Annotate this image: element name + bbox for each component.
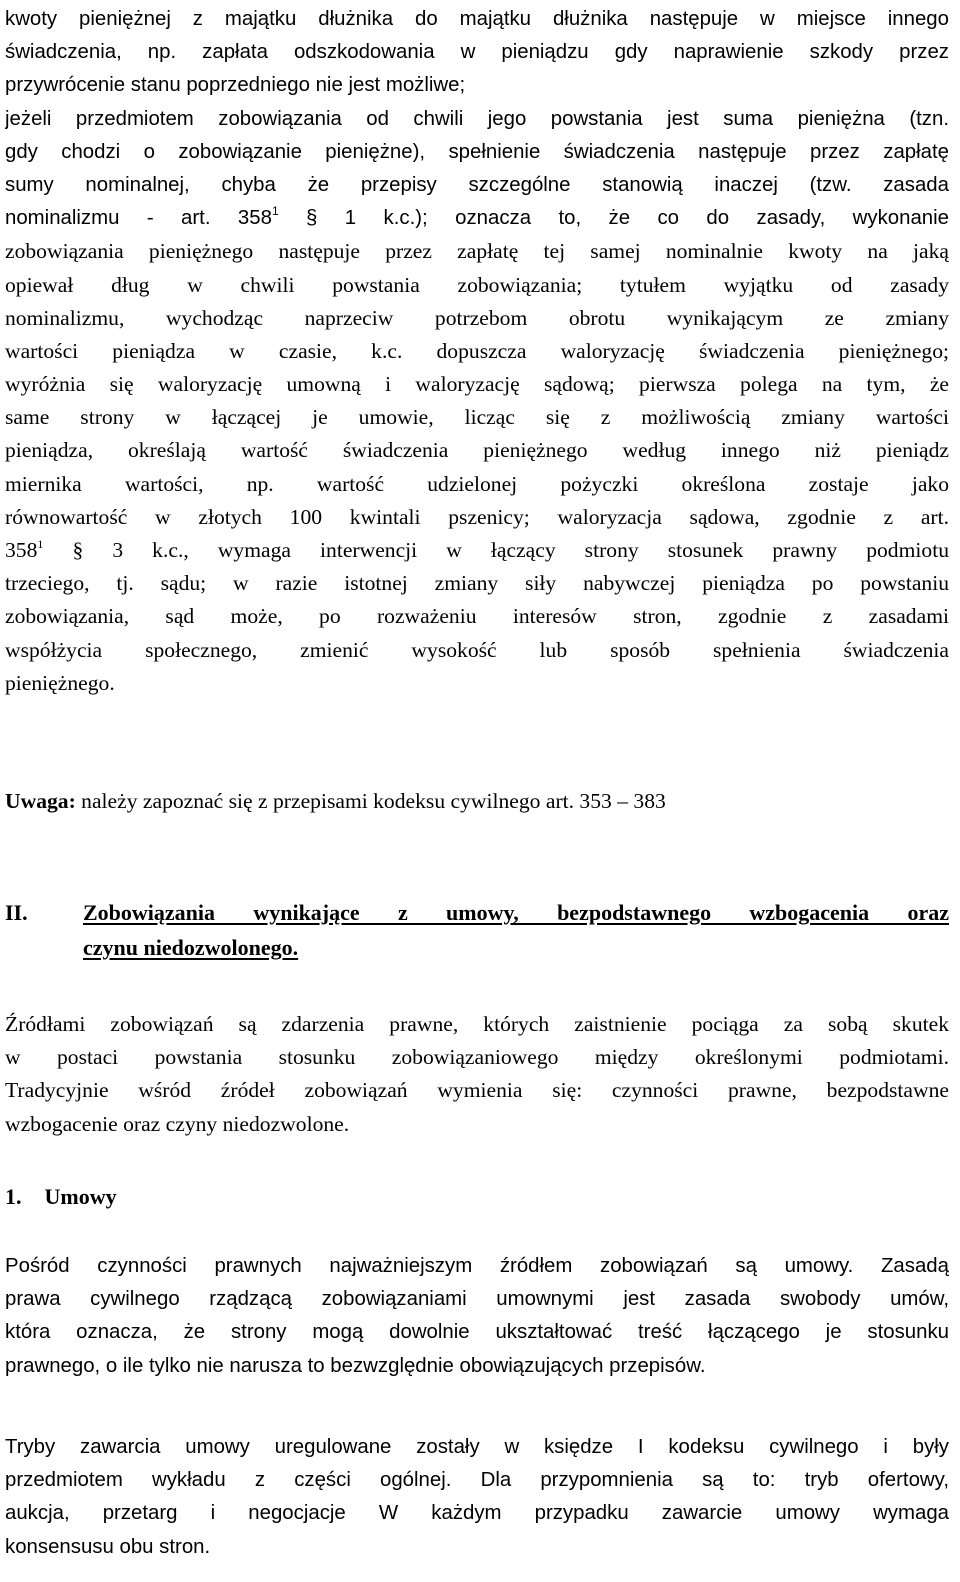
superscript: 1 [271,204,279,219]
text-line: prawa cywilnego rządzącą zobowiązaniami umownymi jest zasada swobody umów, [5,1288,949,1311]
text-line: wyróżnia się waloryzację umowną i waloryzację sądową; pierwsza polega na tym, że [5,372,949,397]
subsection-title: Umowy [44,1184,117,1209]
text-line: współżycia społecznego, zmienić wysokość lub sposób spełnienia świadczenia [5,637,949,662]
text-line: Źródłami zobowiązań są zdarzenia prawne, których zaistnienie pociąga za sobą skutek [5,1012,949,1036]
note-paragraph [5,785,949,818]
text-line: Tradycyjnie wśród źródeł zobowiązań wymienia się: czynności prawne, bezpodstawne [5,1078,949,1103]
note-line [5,785,949,818]
text-line: aukcja, przetarg i negocjacje W każdym przypadku zawarcie umowy wymaga [5,1502,949,1525]
text-line: przywrócenie stanu poprzedniego nie jest możliwe; [5,74,466,97]
paragraph-sources [5,1008,949,1141]
text-line: pieniądza, określają wartość świadczenia pieniężnego według innego niż pieniądz [5,438,949,463]
text-line: jeżeli przedmiotem zobowiązania od chwili jego powstania jest suma pieniężna (tzn. [5,107,949,130]
superscript: 1 [37,537,44,551]
text-line: prawnego, o ile tylko nie narusza to bezwzględnie obowiązujących przepisów. [5,1354,706,1377]
text-line: przedmiotem wykładu z części ogólnej. Dla przypomnienia są to: tryb ofertowy, [5,1469,949,1492]
text-line: pieniężnego. [5,670,115,695]
text-line: sumy nominalnej, chyba że przepisy szczególne stanowią inaczej (tzw. zasada [5,173,949,196]
text-line-with-superscript [5,534,949,567]
text-line-with-superscript [5,202,949,235]
text-line: kwoty pieniężnej z majątku dłużnika do majątku dłużnika następuje w miejsce innego [5,8,949,30]
section-title-line: czynu niedozwolonego. [83,935,299,960]
note-label: Uwaga: [5,789,76,813]
paragraph-contract-modes [5,1431,949,1564]
text-line: zobowiązania pieniężnego następuje przez zapłatę tej samej nominalnie kwoty na jaką [5,239,949,264]
section-number: II. [5,900,28,925]
text-line: trzeciego, tj. sądu; w razie istotnej zmiany siły nabywczej pieniądza po powstaniu [5,571,949,596]
text-line: w postaci powstania stosunku zobowiązaniowego między określonymi podmiotami. [5,1045,949,1070]
text-line: Tryby zawarcia umowy uregulowane zostały w księdze I kodeksu cywilnego i były [5,1436,949,1458]
paragraph-valorization [5,3,949,700]
paragraph-contracts [5,1250,949,1383]
section-title-line: Zobowiązania wynikające z umowy, bezpodstawnego wzbogacenia oraz [83,900,949,925]
subsection-heading [5,1180,949,1213]
section-title [83,895,949,965]
text-line: nominalizmu, wychodząc naprzeciw potrzebom obrotu wynikającym ze zmiany [5,305,949,330]
text-line: opiewał dług w chwili powstania zobowiązania; tytułem wyjątku od zasady [5,272,949,297]
text-fragment: § 3 k.c., wymaga interwencji w łączący strony stosunek prawny podmiotu [43,538,949,562]
text-line: zobowiązania, sąd może, po rozważeniu interesów stron, zgodnie z zasadami [5,604,949,629]
text-line: wzbogacenie oraz czyny niedozwolone. [5,1111,350,1136]
text-line: same strony w łączącej je umowie, licząc się z możliwością zmiany wartości [5,405,949,430]
text-line: równowartość w złotych 100 kwintali pszenicy; waloryzacja sądowa, zgodnie z art. [5,504,949,529]
text-line: miernika wartości, np. wartość udzielonej pożyczki określona zostaje jako [5,471,949,496]
text-line: Pośród czynności prawnych najważniejszym źródłem zobowiązań są umowy. Zasadą [5,1255,949,1277]
text-fragment: 358 [5,538,38,562]
text-line: konsensusu obu stron. [5,1535,211,1558]
subsection-number: 1. [5,1184,22,1209]
text-fragment: § 1 k.c.); oznacza to, że co do zasady, wykonanie [278,207,949,230]
text-line: która oznacza, że strony mogą dowolnie ukształtować treść łączącego je stosunku [5,1321,949,1344]
text-line: gdy chodzi o zobowiązanie pieniężne), spełnienie świadczenia następuje przez zapłatę [5,140,949,163]
note-text: należy zapoznać się z przepisami kodeksu cywilnego art. 353 – 383 [75,789,666,813]
section-heading [5,895,949,965]
text-fragment: nominalizmu - art. 358 [5,207,272,230]
text-line: świadczenia, np. zapłata odszkodowania w pieniądzu gdy naprawienie szkody przez [5,41,949,64]
text-line: wartości pieniądza w czasie, k.c. dopuszcza waloryzację świadczenia pieniężnego; [5,338,949,363]
